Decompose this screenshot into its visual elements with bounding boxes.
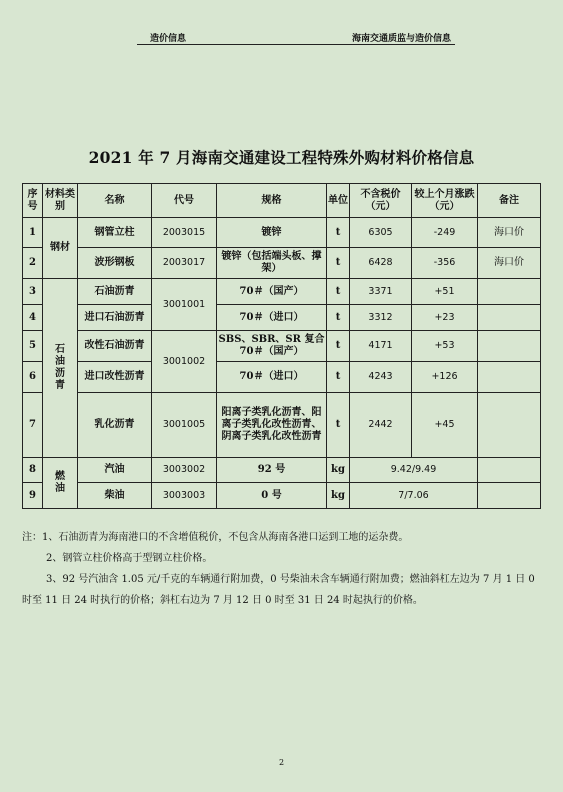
- footnote-3-text: 3、92 号汽油含 1.05 元/千克的车辆通行附加费，0 号柴油未含车辆通行附加费；燃油斜杠左边为 7 月 1 日 0 时至 11 日 24 时执行的价格；斜杠右边为 7 月 12 日 0 时至 31 日 24 时起执行的价格。: [22, 574, 535, 606]
- cell-unit: t: [327, 305, 350, 331]
- table-row: [23, 362, 541, 393]
- cell-code: 3003003: [152, 483, 217, 509]
- cell-seq: 2: [23, 248, 43, 279]
- cell-name: 乳化沥青: [78, 393, 152, 458]
- cell-note: 海口价: [478, 248, 541, 279]
- footnote-2: 2、钢管立柱价格高于型钢立柱价格。: [46, 553, 213, 564]
- cell-seq: 1: [23, 218, 43, 248]
- table-row: [23, 305, 541, 331]
- cell-note: [478, 305, 541, 331]
- cell-seq: 5: [23, 331, 43, 362]
- cell-note: [478, 458, 541, 483]
- footnotes: [22, 527, 542, 611]
- cell-note: [478, 483, 541, 509]
- col-header-seq: 序号: [23, 184, 43, 218]
- cell-note: [478, 362, 541, 393]
- cell-category-steel: 钢材: [43, 218, 78, 279]
- cell-change: +53: [412, 331, 478, 362]
- cell-code: 3003002: [152, 458, 217, 483]
- col-header-category: 材料类别: [43, 184, 78, 218]
- cell-note: [478, 279, 541, 305]
- header-right: 海南交通质监与造价信息: [351, 34, 451, 44]
- col-header-code: 代号: [152, 184, 217, 218]
- cell-price: 6305: [350, 218, 412, 248]
- cell-change: -356: [412, 248, 478, 279]
- cell-spec: 70＃（进口）: [217, 362, 327, 393]
- cell-unit: t: [327, 393, 350, 458]
- cell-price-merged: 9.42/9.49: [350, 458, 478, 483]
- cell-price: 3371: [350, 279, 412, 305]
- cell-price: 4243: [350, 362, 412, 393]
- col-header-change: 较上个月涨跌（元）: [412, 184, 478, 218]
- cell-price: 2442: [350, 393, 412, 458]
- header-row: [23, 184, 541, 218]
- table-row: [23, 458, 541, 483]
- cell-spec: 70＃（国产）: [217, 279, 327, 305]
- cell-name: 波形钢板: [78, 248, 152, 279]
- cell-seq: 9: [23, 483, 43, 509]
- footnote-3: [22, 569, 542, 611]
- cell-spec: 阳离子类乳化沥青、阳离子类乳化改性沥青、阴离子类乳化改性沥青: [217, 393, 327, 458]
- page-title: 2021 年 7 月海南交通建设工程特殊外购材料价格信息: [88, 148, 475, 167]
- cell-spec: 镀锌: [217, 218, 327, 248]
- col-header-spec: 规格: [217, 184, 327, 218]
- cell-note: [478, 331, 541, 362]
- cell-spec: 镀锌（包括端头板、撑架）: [217, 248, 327, 279]
- cell-name: 改性石油沥青: [78, 331, 152, 362]
- cell-seq: 8: [23, 458, 43, 483]
- cell-name: 进口改性沥青: [78, 362, 152, 393]
- page-number: 2: [278, 758, 285, 767]
- col-header-unit: 单位: [327, 184, 350, 218]
- cell-change: -249: [412, 218, 478, 248]
- cell-change: +23: [412, 305, 478, 331]
- footnote-1: 注：1、石油沥青为海南港口的不含增值税价，不包含从海南各港口运到工地的运杂费。: [22, 532, 409, 543]
- cell-unit: t: [327, 248, 350, 279]
- col-header-note: 备注: [478, 184, 541, 218]
- cell-seq: 6: [23, 362, 43, 393]
- cell-note: 海口价: [478, 218, 541, 248]
- cell-name: 石油沥青: [78, 279, 152, 305]
- cell-code: 3001005: [152, 393, 217, 458]
- category-fuel-label: 燃油: [55, 471, 65, 494]
- cell-code: 2003017: [152, 248, 217, 279]
- cell-note: [478, 393, 541, 458]
- cell-unit: kg: [327, 458, 350, 483]
- cell-spec: 0 号: [217, 483, 327, 509]
- price-table: [22, 183, 541, 509]
- cell-price: 4171: [350, 331, 412, 362]
- cell-unit: t: [327, 218, 350, 248]
- cell-name: 汽油: [78, 458, 152, 483]
- cell-seq: 4: [23, 305, 43, 331]
- table-row: [23, 331, 541, 362]
- cell-category-fuel: [43, 458, 78, 509]
- running-header: [137, 30, 455, 45]
- cell-change: +126: [412, 362, 478, 393]
- cell-spec: 92 号: [217, 458, 327, 483]
- category-asphalt-label: 石油沥青: [55, 344, 65, 391]
- cell-spec: 70＃（进口）: [217, 305, 327, 331]
- cell-category-asphalt: [43, 279, 78, 458]
- table-row: [23, 248, 541, 279]
- table-row: [23, 218, 541, 248]
- cell-price-merged: 7/7.06: [350, 483, 478, 509]
- cell-spec: SBS、SBR、SR 复合 70＃（国产）: [217, 331, 327, 362]
- cell-name: 钢管立柱: [78, 218, 152, 248]
- cell-name: 柴油: [78, 483, 152, 509]
- cell-change: +51: [412, 279, 478, 305]
- header-left: 造价信息: [150, 34, 187, 44]
- cell-unit: t: [327, 331, 350, 362]
- cell-code-group-a: 3001001: [152, 279, 217, 331]
- table-row: [23, 279, 541, 305]
- table-row: [23, 483, 541, 509]
- cell-unit: t: [327, 362, 350, 393]
- cell-seq: 7: [23, 393, 43, 458]
- col-header-name: 名称: [78, 184, 152, 218]
- cell-price: 3312: [350, 305, 412, 331]
- cell-unit: kg: [327, 483, 350, 509]
- cell-price: 6428: [350, 248, 412, 279]
- cell-code-group-b: 3001002: [152, 331, 217, 393]
- col-header-price: 不含税价（元）: [350, 184, 412, 218]
- cell-name: 进口石油沥青: [78, 305, 152, 331]
- table-row: [23, 393, 541, 458]
- cell-change: +45: [412, 393, 478, 458]
- cell-seq: 3: [23, 279, 43, 305]
- cell-code: 2003015: [152, 218, 217, 248]
- cell-unit: t: [327, 279, 350, 305]
